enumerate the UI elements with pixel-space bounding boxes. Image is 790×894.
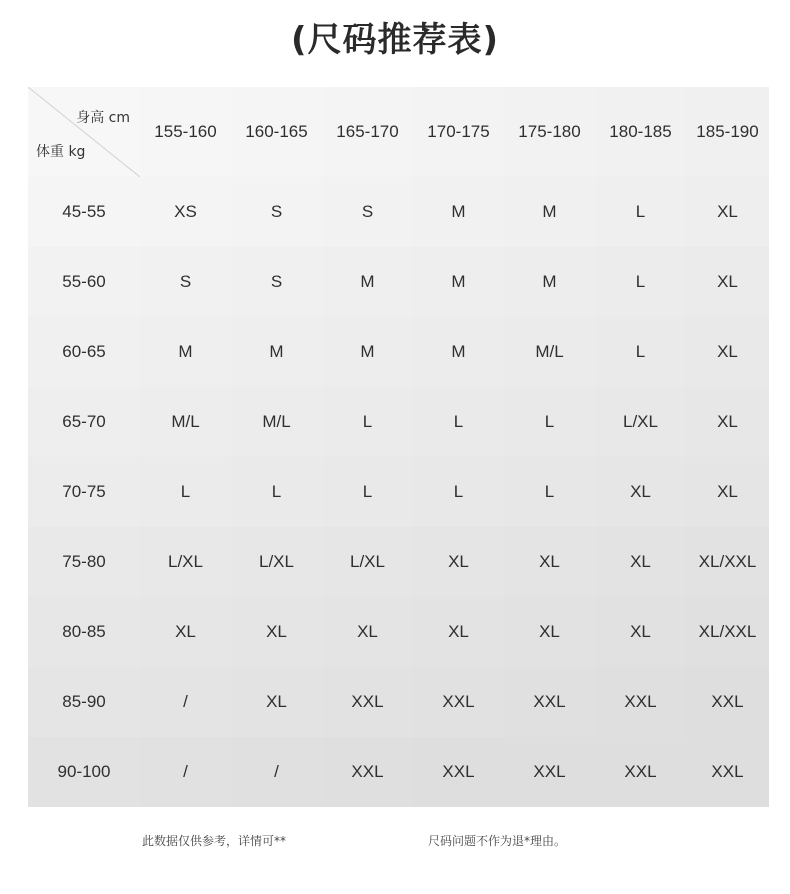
weight-range-cell: 80-85 xyxy=(28,597,140,667)
size-cell: M xyxy=(322,247,413,317)
size-cell: XXL xyxy=(595,737,686,807)
size-cell: S xyxy=(322,177,413,247)
size-cell: L/XL xyxy=(140,527,231,597)
size-cell: S xyxy=(231,177,322,247)
size-cell: XXL xyxy=(322,737,413,807)
height-header-cell: 170-175 xyxy=(413,87,504,177)
height-header-cell: 175-180 xyxy=(504,87,595,177)
size-cell: XL xyxy=(413,527,504,597)
size-cell: L xyxy=(231,457,322,527)
size-cell: XXL xyxy=(504,667,595,737)
size-cell: XL/XXL xyxy=(686,597,769,667)
size-cell: XXL xyxy=(504,737,595,807)
size-cell: / xyxy=(140,667,231,737)
size-cell: XL xyxy=(686,177,769,247)
size-cell: M xyxy=(413,247,504,317)
size-cell: M xyxy=(322,317,413,387)
table-row xyxy=(28,247,769,317)
size-cell: XL/XXL xyxy=(686,527,769,597)
size-cell: XL xyxy=(686,457,769,527)
size-cell: L/XL xyxy=(595,387,686,457)
size-cell: XL xyxy=(595,597,686,667)
size-cell: L xyxy=(504,387,595,457)
size-cell: L/XL xyxy=(231,527,322,597)
size-cell: XL xyxy=(595,457,686,527)
size-cell: XL xyxy=(686,247,769,317)
weight-range-cell: 90-100 xyxy=(28,737,140,807)
height-header-cell: 155-160 xyxy=(140,87,231,177)
size-cell: XXL xyxy=(413,667,504,737)
size-cell: L/XL xyxy=(322,527,413,597)
size-cell: L xyxy=(140,457,231,527)
size-cell: / xyxy=(140,737,231,807)
size-cell: S xyxy=(231,247,322,317)
height-axis-label: 身高 cm xyxy=(76,110,130,126)
size-cell: M/L xyxy=(504,317,595,387)
size-cell: L xyxy=(504,457,595,527)
size-cell: XL xyxy=(504,527,595,597)
size-cell: XXL xyxy=(595,667,686,737)
table-row xyxy=(28,597,769,667)
size-cell: M/L xyxy=(140,387,231,457)
size-cell: XXL xyxy=(413,737,504,807)
disclaimer-note: 此数据仅供参考，详情可** xyxy=(142,834,287,848)
size-cell: M xyxy=(504,177,595,247)
size-chart-table xyxy=(28,87,769,807)
size-cell: XL xyxy=(686,387,769,457)
weight-axis-label: 体重 kg xyxy=(36,144,86,160)
size-cell: L xyxy=(413,457,504,527)
size-cell: / xyxy=(231,737,322,807)
size-cell: XL xyxy=(322,597,413,667)
return-policy-note: 尺码问题不作为退*理由。 xyxy=(428,834,567,848)
weight-range-cell: 65-70 xyxy=(28,387,140,457)
size-cell: XXL xyxy=(322,667,413,737)
corner-cell xyxy=(28,87,140,177)
size-cell: XL xyxy=(231,597,322,667)
size-cell: M/L xyxy=(231,387,322,457)
size-cell: XL xyxy=(595,527,686,597)
size-cell: XL xyxy=(231,667,322,737)
table-row xyxy=(28,527,769,597)
size-cell: XL xyxy=(413,597,504,667)
height-header-cell: 160-165 xyxy=(231,87,322,177)
weight-range-cell: 85-90 xyxy=(28,667,140,737)
height-header-cell: 165-170 xyxy=(322,87,413,177)
weight-range-cell: 45-55 xyxy=(28,177,140,247)
size-cell: L xyxy=(595,177,686,247)
size-cell: M xyxy=(504,247,595,317)
size-cell: XL xyxy=(686,317,769,387)
table-body xyxy=(28,87,769,807)
size-cell: M xyxy=(413,177,504,247)
table-row xyxy=(28,737,769,807)
height-header-cell: 180-185 xyxy=(595,87,686,177)
table-row xyxy=(28,667,769,737)
weight-range-cell: 75-80 xyxy=(28,527,140,597)
table-row xyxy=(28,457,769,527)
size-cell: XL xyxy=(140,597,231,667)
size-cell: L xyxy=(413,387,504,457)
page-title: (尺码推荐表) xyxy=(290,20,500,60)
weight-range-cell: 60-65 xyxy=(28,317,140,387)
size-cell: XXL xyxy=(686,667,769,737)
size-cell: L xyxy=(595,317,686,387)
table-row xyxy=(28,177,769,247)
size-cell: L xyxy=(595,247,686,317)
size-cell: XS xyxy=(140,177,231,247)
size-cell: S xyxy=(140,247,231,317)
size-cell: M xyxy=(413,317,504,387)
table-row xyxy=(28,317,769,387)
diagonal-divider xyxy=(28,87,140,177)
header-row xyxy=(28,87,769,177)
height-header-cell: 185-190 xyxy=(686,87,769,177)
table-row xyxy=(28,387,769,457)
weight-range-cell: 55-60 xyxy=(28,247,140,317)
size-cell: XL xyxy=(504,597,595,667)
size-cell: L xyxy=(322,387,413,457)
size-cell: M xyxy=(231,317,322,387)
size-cell: M xyxy=(140,317,231,387)
weight-range-cell: 70-75 xyxy=(28,457,140,527)
size-cell: XXL xyxy=(686,737,769,807)
size-cell: L xyxy=(322,457,413,527)
